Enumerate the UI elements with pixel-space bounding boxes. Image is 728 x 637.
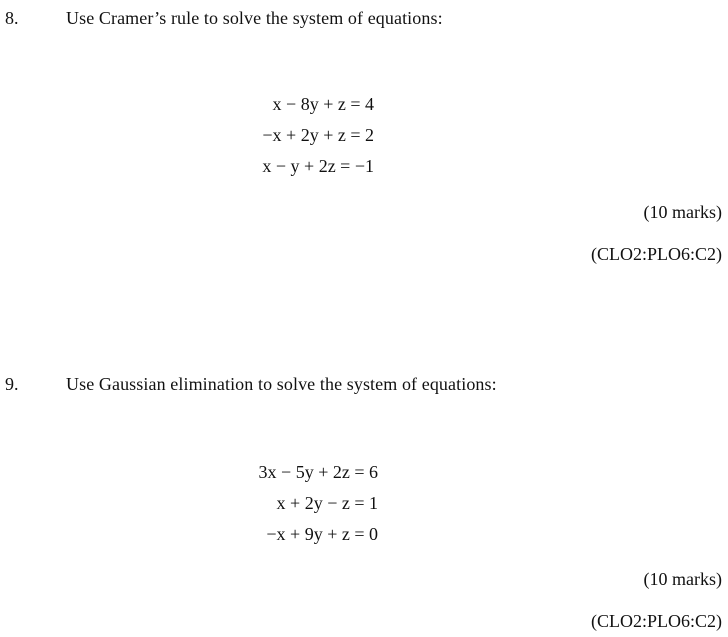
q8-equation-2: −x + 2y + z = 2 [262,125,374,145]
q9-equation-2: x + 2y − z = 1 [276,493,378,513]
q8-clo: (CLO2:PLO6:C2) [590,244,722,264]
question-8-number: 8. [5,8,19,28]
question-9-number: 9. [5,374,19,394]
q9-equation-3: −x + 9y + z = 0 [266,524,378,544]
q8-marks: (10 marks) [643,202,722,222]
q8-equation-1: x − 8y + z = 4 [272,94,374,114]
q9-clo: (CLO2:PLO6:C2) [590,611,722,631]
q9-marks: (10 marks) [643,569,722,589]
question-9-text: Use Gaussian elimination to solve the system of equations: [66,374,497,394]
question-8-text: Use Cramer’s rule to solve the system of equations: [66,8,443,28]
q9-equation-1: 3x − 5y + 2z = 6 [258,462,378,482]
q8-equation-3: x − y + 2z = −1 [262,156,374,176]
